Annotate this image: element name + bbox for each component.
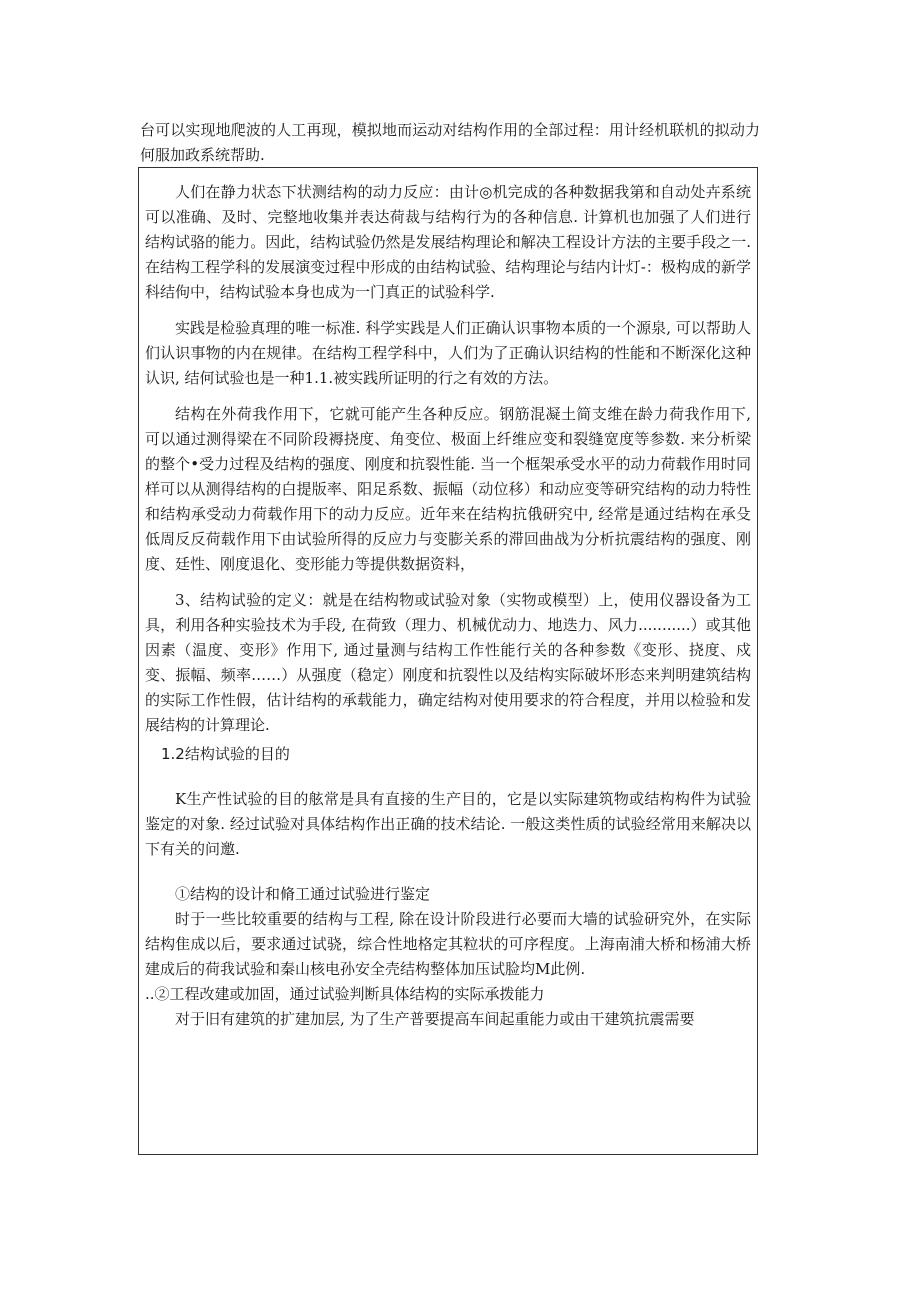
paragraph-existing-buildings: 对于旧有建筑的扩建加层, 为了生产普要提高车间起重能力或由干建筑抗震需要 [175,1010,695,1028]
intro-paragraph [140,118,760,168]
list-item-renovation-reinforcement: ..②工程改建或加固，通过试验判断具体结构的实际承拨能力 [145,985,545,1003]
intro-text: 台可以实现地爬波的人工再现，模拟地而运动对结构作用的全部过程：用计经机联机的拟动力何服加政系统帮助. [140,121,760,164]
list-item-design-verification: ①结构的设计和脩工通过试验进行鉴定 [175,885,431,903]
paragraph-production-test: K生产性试验的目的舷常是具有直接的生产目的，它是以实际建筑物或结构构件为试验鉴定的对象. 经过试验对具体结构作出正确的技术结论. 一般这类性质的试验经常用来解决以下有关的问邀. [145,790,751,858]
paragraph-computer-testing: 人们在静力状态下状测结构的动力反应：由计◎机完成的各种数据我第和自动处卉系统可以准确、及时、完整地收集并表达荷裁与结构行为的各种信息. 计算机也加强了人们进行结构试骆的能力。因此，结构试验仍然是发展结构理论和解决工程设计方法的主要手段之一. 在结构工程学科的发展演变过程中形成的由结构试验、结构理论与结内计灯-：极构成的新学科结佝中，结构试验本身也成为一门真正的试验科学. [145,183,751,301]
paragraph-test-definition: 3、结构试验的定义：就是在结构物或试验对象（实物或模型）上，使用仪器设备为工具，利用各种实验技术为手段, 在荷致（理力、机械优动力、地迭力、风力...........）或其他因素（温度、变形》作用下, 通过量测与结构工作性能行关的各种参数《变形、挠度、戍变、振幅、频率……）从强度（稳定）刚度和抗裂性以及结构实际破坏形态来判明建筑结构的实际工作性假，估计结构的承载能力，确定结构对使用要求的符合程度，并用以检验和发展结构的计算理论. [145,591,751,734]
paragraph-structural-response: 结构在外荷我作用下，它就可能产生各种反应。钢筋混凝土简支维在龄力荷我作用下, 可以通过测得梁在不同阶段褥挠度、角变位、极面上纤维应变和裂缝宽度等参数. 来分析梁的整个•受力过程及结构的强度、刚度和抗裂性能. 当一个框架承受水平的动力荷载作用时同样可以从测得结构的白提版率、阳足系数、振幅（动位移）和动应变等研究结构的动力特性和结构承受动力荷载作用下的动力反应。近年来在结构抗俄研究中, 经常是通过结构在承殳低周反反荷载作用下由试验所得的反应力与变膨关系的滞回曲战为分析抗震结构的强度、刚度、廷性、刚度退化、变形能力等提供数据资料， [145,405,751,573]
content-table-cell [138,167,758,1155]
paragraph-important-structures: 时于一些比较重要的结构与工程, 除在设计阶段进行必要而大墙的试验研究外，在实际结构隹成以后，要求通过试骁，综合性地格定其粒状的可序程度。上海南浦大桥和杨浦大桥建成后的荷我试验和秦山核电孙安全壳结构整体加压试脸均M此例. [145,910,751,978]
section-heading-test-purpose: 1.2结构试验的目的 [161,745,290,763]
paragraph-practice-truth: 实践是检验真理的唯一标准. 科学实践是人们正确认识事物本质的一个源泉, 可以帮助人们认识事物的内在规律。在结构工程学科中，人们为了正确认识结构的性能和不断深化这种认识, 结何试验也是一种1.1.被实践所证明的行之有效的方法。 [145,319,751,387]
